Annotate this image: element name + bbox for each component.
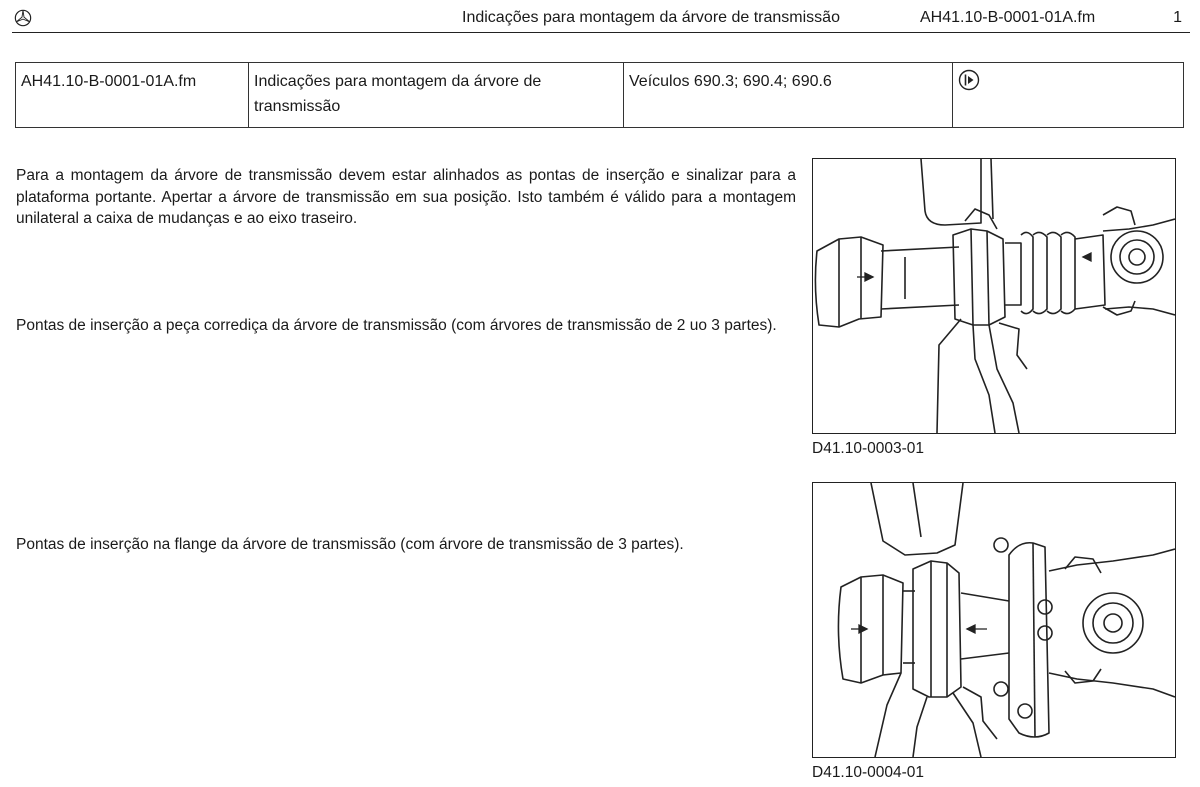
figure-slide-piece: [812, 158, 1176, 434]
figure-caption: D41.10-0003-01: [812, 440, 925, 457]
figure-caption: D41.10-0004-01: [812, 764, 925, 781]
doc-title-cell: Indicações para montagem da árvore de transmissão: [249, 63, 624, 128]
driveshaft-slide-piece-drawing: [813, 159, 1175, 433]
page-number: 1: [1173, 9, 1182, 26]
vehicles-cell: Veículos 690.3; 690.4; 690.6: [624, 63, 953, 128]
page-header: [12, 6, 1190, 33]
intro-paragraph: Para a montagem da árvore de transmissão devem estar alinhados as pontas de inserção e sinalizar para a plataforma portante. Apertar a árvore de transmissão em sua posição. Isto também é válido para a montagem unilateral a caixa de mudanças e ao eixo traseiro.: [16, 167, 796, 227]
doc-id-cell: AH41.10-B-0001-01A.fm: [16, 63, 249, 128]
flange-paragraph: Pontas de inserção na flange da árvore de transmissão (com árvore de transmissão de 3 partes).: [16, 536, 684, 553]
header-file-name: AH41.10-B-0001-01A.fm: [920, 9, 1096, 26]
header-title: Indicações para montagem da árvore de transmissão: [462, 9, 840, 26]
document-info-table: [15, 62, 1184, 128]
symbol-cell: [953, 63, 1184, 128]
assembly-instruction-icon: [958, 69, 980, 91]
mercedes-star-logo: [14, 9, 32, 27]
figure-flange: [812, 482, 1176, 758]
slide-piece-paragraph: Pontas de inserção a peça corrediça da árvore de transmissão (com árvores de transmissão de 2 uo 3 partes).: [16, 317, 777, 334]
driveshaft-flange-drawing: [813, 483, 1175, 757]
